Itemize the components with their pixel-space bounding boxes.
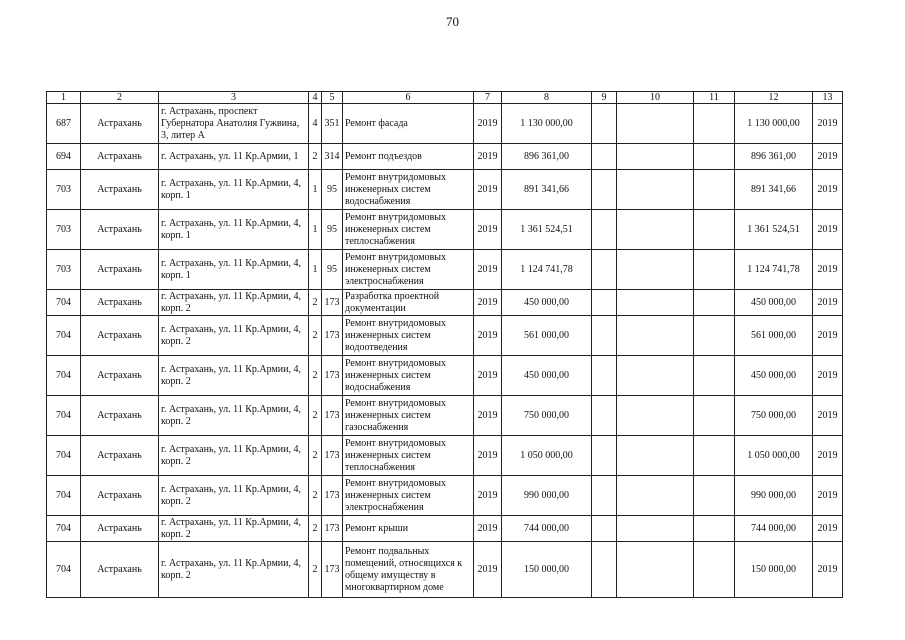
cell-c13: 2019 — [813, 290, 843, 316]
cell-c4: 2 — [309, 290, 322, 316]
cell-city: Астрахань — [81, 210, 159, 250]
table-row — [47, 290, 843, 316]
cell-c5: 314 — [322, 144, 343, 170]
table-row — [47, 356, 843, 396]
cell-c5: 173 — [322, 290, 343, 316]
cell-city: Астрахань — [81, 170, 159, 210]
cell-c13: 2019 — [813, 476, 843, 516]
cell-c9 — [592, 210, 617, 250]
cell-num: 704 — [47, 290, 81, 316]
cell-c12: 1 050 000,00 — [735, 436, 813, 476]
cell-year: 2019 — [474, 436, 502, 476]
cell-address: г. Астрахань, проспект Губернатора Анатолия Гужвина, 3, литер А — [159, 104, 309, 144]
cell-num: 704 — [47, 542, 81, 598]
cell-address: г. Астрахань, ул. 11 Кр.Армии, 4, корп. 2 — [159, 476, 309, 516]
cell-c10 — [617, 104, 694, 144]
cell-num: 704 — [47, 396, 81, 436]
table-row — [47, 396, 843, 436]
cell-total: 1 130 000,00 — [502, 104, 592, 144]
cell-total: 1 361 524,51 — [502, 210, 592, 250]
cell-c10 — [617, 170, 694, 210]
cell-city: Астрахань — [81, 250, 159, 290]
cell-year: 2019 — [474, 396, 502, 436]
cell-work: Ремонт подъездов — [343, 144, 474, 170]
cell-c12: 561 000,00 — [735, 316, 813, 356]
cell-c12: 450 000,00 — [735, 356, 813, 396]
cell-c5: 173 — [322, 316, 343, 356]
cell-work: Ремонт внутридомовых инженерных систем электроснабжения — [343, 250, 474, 290]
cell-c13: 2019 — [813, 170, 843, 210]
cell-c13: 2019 — [813, 542, 843, 598]
cell-year: 2019 — [474, 210, 502, 250]
cell-c11 — [694, 356, 735, 396]
registry-table — [46, 91, 843, 598]
header-cell: 13 — [813, 92, 843, 104]
cell-year: 2019 — [474, 144, 502, 170]
cell-city: Астрахань — [81, 316, 159, 356]
header-cell: 1 — [47, 92, 81, 104]
cell-c4: 2 — [309, 542, 322, 598]
cell-work: Ремонт внутридомовых инженерных систем водоснабжения — [343, 170, 474, 210]
cell-work: Ремонт фасада — [343, 104, 474, 144]
cell-c12: 1 361 524,51 — [735, 210, 813, 250]
cell-num: 703 — [47, 170, 81, 210]
cell-num: 704 — [47, 356, 81, 396]
cell-c12: 990 000,00 — [735, 476, 813, 516]
table-row — [47, 250, 843, 290]
header-cell: 3 — [159, 92, 309, 104]
cell-c9 — [592, 476, 617, 516]
cell-c11 — [694, 516, 735, 542]
cell-c11 — [694, 316, 735, 356]
cell-c13: 2019 — [813, 250, 843, 290]
cell-year: 2019 — [474, 542, 502, 598]
cell-c10 — [617, 250, 694, 290]
cell-c5: 351 — [322, 104, 343, 144]
cell-c10 — [617, 542, 694, 598]
header-cell: 8 — [502, 92, 592, 104]
cell-c9 — [592, 104, 617, 144]
cell-work: Разработка проектной документации — [343, 290, 474, 316]
cell-work: Ремонт внутридомовых инженерных систем электроснабжения — [343, 476, 474, 516]
cell-num: 703 — [47, 210, 81, 250]
cell-city: Астрахань — [81, 396, 159, 436]
cell-city: Астрахань — [81, 104, 159, 144]
cell-c5: 173 — [322, 516, 343, 542]
cell-address: г. Астрахань, ул. 11 Кр.Армии, 4, корп. 2 — [159, 396, 309, 436]
cell-total: 450 000,00 — [502, 356, 592, 396]
cell-total: 896 361,00 — [502, 144, 592, 170]
cell-c9 — [592, 250, 617, 290]
header-cell: 9 — [592, 92, 617, 104]
cell-c11 — [694, 290, 735, 316]
cell-c5: 173 — [322, 356, 343, 396]
cell-c12: 1 124 741,78 — [735, 250, 813, 290]
cell-c9 — [592, 356, 617, 396]
cell-address: г. Астрахань, ул. 11 Кр.Армии, 4, корп. 2 — [159, 516, 309, 542]
cell-city: Астрахань — [81, 144, 159, 170]
header-cell: 6 — [343, 92, 474, 104]
cell-c12: 750 000,00 — [735, 396, 813, 436]
header-cell: 12 — [735, 92, 813, 104]
cell-c4: 1 — [309, 250, 322, 290]
cell-c11 — [694, 436, 735, 476]
cell-total: 744 000,00 — [502, 516, 592, 542]
cell-city: Астрахань — [81, 542, 159, 598]
cell-address: г. Астрахань, ул. 11 Кр.Армии, 4, корп. 2 — [159, 542, 309, 598]
cell-c12: 891 341,66 — [735, 170, 813, 210]
header-cell: 2 — [81, 92, 159, 104]
cell-c10 — [617, 290, 694, 316]
cell-c13: 2019 — [813, 144, 843, 170]
cell-total: 150 000,00 — [502, 542, 592, 598]
cell-c13: 2019 — [813, 516, 843, 542]
table-row — [47, 476, 843, 516]
cell-c5: 95 — [322, 210, 343, 250]
cell-c12: 1 130 000,00 — [735, 104, 813, 144]
cell-year: 2019 — [474, 250, 502, 290]
cell-c4: 2 — [309, 356, 322, 396]
cell-c5: 173 — [322, 542, 343, 598]
table-row — [47, 436, 843, 476]
cell-c11 — [694, 210, 735, 250]
header-cell: 11 — [694, 92, 735, 104]
cell-c11 — [694, 250, 735, 290]
cell-num: 704 — [47, 476, 81, 516]
cell-c13: 2019 — [813, 356, 843, 396]
cell-c5: 173 — [322, 396, 343, 436]
cell-c11 — [694, 476, 735, 516]
cell-c5: 173 — [322, 476, 343, 516]
cell-address: г. Астрахань, ул. 11 Кр.Армии, 4, корп. 2 — [159, 356, 309, 396]
cell-work: Ремонт внутридомовых инженерных систем теплоснабжения — [343, 436, 474, 476]
cell-c13: 2019 — [813, 210, 843, 250]
cell-c4: 2 — [309, 516, 322, 542]
cell-c9 — [592, 144, 617, 170]
cell-address: г. Астрахань, ул. 11 Кр.Армии, 4, корп. 2 — [159, 316, 309, 356]
cell-c9 — [592, 290, 617, 316]
table-row — [47, 516, 843, 542]
cell-c4: 2 — [309, 316, 322, 356]
cell-c12: 450 000,00 — [735, 290, 813, 316]
header-cell: 10 — [617, 92, 694, 104]
cell-c9 — [592, 436, 617, 476]
page-number: 70 — [446, 14, 459, 29]
cell-total: 561 000,00 — [502, 316, 592, 356]
cell-c11 — [694, 396, 735, 436]
header-cell: 5 — [322, 92, 343, 104]
table-row — [47, 210, 843, 250]
cell-work: Ремонт внутридомовых инженерных систем водоснабжения — [343, 356, 474, 396]
cell-address: г. Астрахань, ул. 11 Кр.Армии, 1 — [159, 144, 309, 170]
cell-c10 — [617, 436, 694, 476]
cell-c10 — [617, 396, 694, 436]
cell-work: Ремонт внутридомовых инженерных систем водоотведения — [343, 316, 474, 356]
cell-address: г. Астрахань, ул. 11 Кр.Армии, 4, корп. 2 — [159, 436, 309, 476]
cell-c9 — [592, 396, 617, 436]
cell-c13: 2019 — [813, 104, 843, 144]
cell-c4: 2 — [309, 144, 322, 170]
cell-total: 450 000,00 — [502, 290, 592, 316]
cell-c12: 896 361,00 — [735, 144, 813, 170]
cell-c11 — [694, 144, 735, 170]
cell-year: 2019 — [474, 356, 502, 396]
cell-total: 891 341,66 — [502, 170, 592, 210]
cell-c9 — [592, 316, 617, 356]
cell-c10 — [617, 144, 694, 170]
cell-c9 — [592, 542, 617, 598]
cell-c4: 2 — [309, 436, 322, 476]
cell-city: Астрахань — [81, 516, 159, 542]
cell-num: 704 — [47, 516, 81, 542]
cell-work: Ремонт крыши — [343, 516, 474, 542]
cell-address: г. Астрахань, ул. 11 Кр.Армии, 4, корп. 1 — [159, 250, 309, 290]
cell-c10 — [617, 356, 694, 396]
cell-city: Астрахань — [81, 356, 159, 396]
cell-c12: 744 000,00 — [735, 516, 813, 542]
table-row — [47, 104, 843, 144]
table-row — [47, 144, 843, 170]
cell-c13: 2019 — [813, 396, 843, 436]
cell-address: г. Астрахань, ул. 11 Кр.Армии, 4, корп. 1 — [159, 170, 309, 210]
cell-total: 990 000,00 — [502, 476, 592, 516]
cell-c11 — [694, 170, 735, 210]
cell-c4: 1 — [309, 170, 322, 210]
header-cell: 4 — [309, 92, 322, 104]
cell-c10 — [617, 476, 694, 516]
cell-c13: 2019 — [813, 316, 843, 356]
cell-c9 — [592, 516, 617, 542]
header-row — [47, 92, 843, 104]
cell-year: 2019 — [474, 104, 502, 144]
cell-c10 — [617, 516, 694, 542]
cell-c4: 2 — [309, 476, 322, 516]
cell-c4: 1 — [309, 210, 322, 250]
cell-city: Астрахань — [81, 436, 159, 476]
cell-c5: 173 — [322, 436, 343, 476]
cell-address: г. Астрахань, ул. 11 Кр.Армии, 4, корп. 2 — [159, 290, 309, 316]
cell-c11 — [694, 542, 735, 598]
cell-c10 — [617, 316, 694, 356]
cell-num: 694 — [47, 144, 81, 170]
cell-num: 704 — [47, 316, 81, 356]
cell-total: 1 050 000,00 — [502, 436, 592, 476]
cell-work: Ремонт подвальных помещений, относящихся к общему имуществу в многоквартирном доме — [343, 542, 474, 598]
cell-c5: 95 — [322, 250, 343, 290]
header-cell: 7 — [474, 92, 502, 104]
cell-year: 2019 — [474, 516, 502, 542]
cell-c11 — [694, 104, 735, 144]
cell-total: 750 000,00 — [502, 396, 592, 436]
cell-city: Астрахань — [81, 290, 159, 316]
cell-total: 1 124 741,78 — [502, 250, 592, 290]
cell-num: 703 — [47, 250, 81, 290]
table-row — [47, 542, 843, 598]
table-row — [47, 170, 843, 210]
cell-city: Астрахань — [81, 476, 159, 516]
cell-c4: 4 — [309, 104, 322, 144]
cell-year: 2019 — [474, 476, 502, 516]
cell-work: Ремонт внутридомовых инженерных систем газоснабжения — [343, 396, 474, 436]
cell-year: 2019 — [474, 290, 502, 316]
cell-work: Ремонт внутридомовых инженерных систем теплоснабжения — [343, 210, 474, 250]
cell-c4: 2 — [309, 396, 322, 436]
cell-address: г. Астрахань, ул. 11 Кр.Армии, 4, корп. 1 — [159, 210, 309, 250]
cell-year: 2019 — [474, 170, 502, 210]
cell-year: 2019 — [474, 316, 502, 356]
cell-num: 704 — [47, 436, 81, 476]
cell-c10 — [617, 210, 694, 250]
cell-c9 — [592, 170, 617, 210]
cell-c13: 2019 — [813, 436, 843, 476]
table-row — [47, 316, 843, 356]
cell-c5: 95 — [322, 170, 343, 210]
cell-num: 687 — [47, 104, 81, 144]
cell-c12: 150 000,00 — [735, 542, 813, 598]
